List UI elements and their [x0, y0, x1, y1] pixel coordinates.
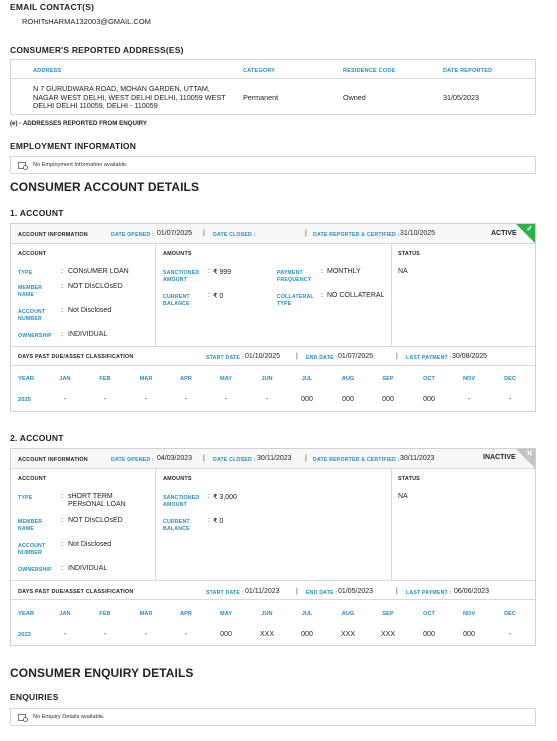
account-details-title: CONSUMER ACCOUNT DETAILS — [10, 180, 200, 194]
separator: | — [203, 455, 205, 462]
sanctioned-colon: : — [208, 268, 210, 275]
status-col-title: STATUS — [398, 251, 420, 257]
dpd-cell: 000 — [423, 631, 435, 638]
start-date-value: 01/11/2023 — [245, 588, 280, 595]
dpd-cell: XXX — [259, 631, 274, 638]
separator: | — [305, 455, 307, 462]
dpd-cell: 000 — [301, 396, 313, 403]
member-colon: : — [61, 283, 63, 290]
address-section-title: CONSUMER'S REPORTED ADDRESS(ES) — [10, 45, 184, 55]
dpd-cell: - — [144, 396, 148, 403]
employment-section-title: EMPLOYMENT INFORMATION — [10, 141, 137, 151]
end-date-value: 01/07/2025 — [338, 353, 374, 360]
member-name-value: NOT DIsCLOsED — [68, 283, 123, 290]
type-colon: : — [61, 268, 63, 275]
last-payment-label: LAST PAYMENT : — [406, 590, 452, 596]
date-opened-label: DATE OPENED : — [111, 232, 154, 238]
dpd-cell: - — [103, 631, 107, 638]
column-divider — [391, 468, 392, 580]
month-header: NOV — [462, 611, 476, 617]
sanctioned-amount-label: SANCTIONED AMOUNT — [163, 495, 200, 508]
amounts-col-title: AMOUNTS — [163, 251, 192, 257]
dpd-cell: - — [103, 396, 107, 403]
account-number-value: Not Disclosed — [68, 307, 112, 314]
dpd-cell: 000 — [342, 396, 354, 403]
month-header: NOV — [462, 376, 476, 382]
ownership-value: INDIVIDUAL — [68, 331, 108, 338]
account-1-card — [10, 223, 536, 412]
account-number-colon: : — [61, 307, 63, 314]
dpd-label: DAYS PAST DUE/ASSET CLASSIFICATION — [18, 354, 134, 360]
close-icon: ✕ — [526, 449, 533, 458]
dpd-cell: - — [467, 396, 471, 403]
ownership-value: INDIVIDUAL — [68, 565, 108, 572]
month-header: JAN — [59, 376, 71, 382]
month-header: DEC — [504, 376, 516, 382]
dpd-cell: XXX — [340, 631, 355, 638]
member-colon: : — [61, 517, 63, 524]
dpd-divider — [11, 599, 535, 600]
column-divider — [155, 243, 156, 346]
dpd-divider — [11, 580, 535, 581]
start-date-value: 01/10/2025 — [245, 353, 281, 360]
document-clock-icon — [18, 714, 28, 722]
separator: | — [396, 353, 398, 360]
month-header: OCT — [423, 376, 435, 382]
type-label: TYPE — [18, 270, 33, 276]
month-header: MAR — [139, 376, 153, 382]
check-icon: ✓ — [526, 224, 533, 233]
dpd-divider — [11, 346, 535, 347]
date-closed-label: DATE CLOSED : — [213, 457, 256, 463]
current-balance-value: ₹ 0 — [213, 293, 224, 300]
payment-frequency-label: PAYMENT FREQUENCY — [277, 270, 312, 283]
account-number-label: ACCOUNT NUMBER — [18, 543, 46, 556]
separator: | — [305, 230, 307, 237]
date-reported-label: DATE REPORTED & CERTIFIED : — [313, 457, 400, 463]
month-header: APR — [180, 376, 192, 382]
month-header: MAR — [139, 611, 153, 617]
month-header: JAN — [59, 611, 71, 617]
date-reported-value: 31/10/2025 — [400, 230, 436, 237]
start-date-label: START DATE : — [206, 355, 244, 361]
month-header: AUG — [341, 376, 355, 382]
account-2-heading: 2. ACCOUNT — [10, 433, 64, 443]
month-header: MAY — [220, 611, 232, 617]
separator: | — [396, 588, 398, 595]
column-divider — [391, 243, 392, 346]
dpd-cell: 000 — [301, 631, 313, 638]
last-payment-value: 06/06/2023 — [454, 588, 490, 595]
month-header: DEC — [504, 611, 516, 617]
inactive-badge: INACTIVE — [483, 454, 516, 461]
amounts-col-title: AMOUNTS — [163, 476, 192, 482]
type-label: TYPE — [18, 495, 33, 501]
residence-code-cell: Owned — [343, 93, 366, 102]
dpd-cell: - — [508, 631, 512, 638]
sanctioned-colon: : — [208, 493, 210, 500]
enquiries-empty-text: No Enquiry Details available. — [33, 714, 105, 720]
balance-colon: : — [208, 292, 210, 299]
collateral-type-value: NO COLLATERAL — [327, 292, 385, 299]
column-divider — [155, 468, 156, 580]
employment-empty-box — [10, 156, 536, 174]
end-date-label: END DATE : — [306, 590, 338, 596]
date-closed-label: DATE CLOSED : — [213, 232, 256, 238]
balance-colon: : — [208, 517, 210, 524]
address-note: (e) - ADDRESSES REPORTED FROM ENQUIRY — [10, 120, 148, 127]
residence-code-col-header: RESIDENCE CODE — [343, 68, 396, 74]
account-col-title: ACCOUNT — [18, 251, 47, 257]
date-opened-value: 04/03/2023 — [157, 455, 193, 462]
end-date-label: END DATE : — [306, 355, 338, 361]
date-reported-col-header: DATE REPORTED — [443, 68, 493, 74]
dpd-cell: 000 — [220, 631, 232, 638]
ownership-colon: : — [61, 331, 63, 338]
dpd-cell: - — [184, 631, 188, 638]
current-balance-label: CURRENT BALANCE — [163, 519, 190, 532]
current-balance-value: ₹ 0 — [213, 518, 224, 525]
year-header: YEAR — [18, 376, 35, 382]
date-reported-label: DATE REPORTED & CERTIFIED : — [313, 232, 400, 238]
current-balance-label: CURRENT BALANCE — [163, 294, 190, 307]
separator: | — [296, 588, 298, 595]
date-reported-cell: 31/05/2023 — [443, 93, 479, 102]
dpd-cell: XXX — [380, 631, 395, 638]
sanctioned-amount-value: ₹ 999 — [213, 269, 232, 276]
account-1-heading: 1. ACCOUNT — [10, 208, 64, 218]
year-header: YEAR — [18, 611, 35, 617]
address-col-header: ADDRESS — [33, 68, 62, 74]
member-name-label: MEMBER NAME — [18, 519, 43, 532]
date-reported-value: 30/11/2023 — [400, 455, 435, 462]
last-payment-value: 30/08/2025 — [452, 353, 488, 360]
dpd-cell: - — [63, 631, 67, 638]
email-value: ROHITsHARMA132003@GMAIL.COM — [22, 17, 151, 26]
date-closed-value: 30/11/2023 — [257, 455, 292, 462]
sanctioned-amount-value: ₹ 3,000 — [213, 494, 237, 501]
month-header: AUG — [341, 611, 355, 617]
type-value: CONsUMER LOAN — [68, 268, 129, 275]
member-name-value: NOT DIsCLOsED — [68, 517, 123, 524]
sanctioned-amount-label: SANCTIONED AMOUNT — [163, 270, 200, 283]
month-header: APR — [180, 611, 192, 617]
address-table — [10, 59, 536, 115]
enquiry-details-title: CONSUMER ENQUIRY DETAILS — [10, 666, 194, 680]
address-header-divider — [11, 78, 535, 79]
payment-frequency-value: MONTHLY — [327, 268, 361, 275]
account-number-value: Not Disclosed — [68, 541, 112, 548]
enquiries-empty-box — [10, 708, 536, 726]
employment-empty-text: No Employment Information available. — [33, 162, 128, 168]
month-header: JUL — [301, 376, 313, 382]
month-header: OCT — [423, 611, 435, 617]
month-header: JUN — [261, 376, 273, 382]
account-2-card — [10, 448, 536, 646]
ownership-colon: : — [61, 565, 63, 572]
collateral-colon: : — [321, 292, 323, 299]
type-value: sHORT TERM PERsONAL LOAN — [68, 493, 126, 508]
account-col-title: ACCOUNT — [18, 476, 47, 482]
year-value: 2025 — [18, 397, 31, 403]
enquiries-title: ENQUIRIES — [10, 692, 59, 702]
collateral-type-label: COLLATERAL TYPE — [277, 294, 314, 307]
month-header: SEP — [382, 376, 394, 382]
status-value: NA — [398, 493, 408, 500]
dpd-cell: 000 — [423, 396, 435, 403]
month-header: MAY — [220, 376, 232, 382]
month-header: JUN — [261, 611, 273, 617]
email-section-title: EMAIL CONTACT(S) — [10, 2, 95, 12]
dpd-cell: - — [224, 396, 228, 403]
dpd-cell: - — [265, 396, 269, 403]
month-header: FEB — [99, 376, 111, 382]
account-number-colon: : — [61, 541, 63, 548]
type-colon: : — [61, 493, 63, 500]
date-opened-value: 01/07/2025 — [157, 230, 193, 237]
month-header: JUL — [301, 611, 313, 617]
status-col-title: STATUS — [398, 476, 420, 482]
dpd-label: DAYS PAST DUE/ASSET CLASSIFICATION — [18, 589, 134, 595]
status-value: NA — [398, 268, 408, 275]
dpd-cell: - — [63, 396, 67, 403]
month-header: FEB — [99, 611, 111, 617]
account-info-label: ACCOUNT INFORMATION — [18, 232, 88, 238]
start-date-label: START DATE : — [206, 590, 244, 596]
month-header: SEP — [382, 611, 394, 617]
account-number-label: ACCOUNT NUMBER — [18, 309, 46, 322]
dpd-divider — [11, 365, 535, 366]
ownership-label: OWNERSHIP — [18, 333, 52, 339]
account-1-info-bar — [11, 224, 535, 244]
document-clock-icon — [18, 162, 28, 170]
account-info-label: ACCOUNT INFORMATION — [18, 457, 88, 463]
end-date-value: 01/05/2023 — [338, 588, 374, 595]
dpd-cell: - — [508, 396, 512, 403]
year-value: 2023 — [18, 632, 31, 638]
dpd-cell: - — [184, 396, 188, 403]
active-badge: ACTIVE — [491, 230, 517, 237]
dpd-cell: 000 — [463, 631, 475, 638]
separator: | — [203, 230, 205, 237]
last-payment-label: LAST PAYMENT : — [406, 355, 452, 361]
member-name-label: MEMBER NAME — [18, 285, 43, 298]
payment-frequency-colon: : — [321, 268, 323, 275]
dpd-cell: - — [144, 631, 148, 638]
separator: | — [296, 353, 298, 360]
dpd-cell: 000 — [382, 396, 394, 403]
ownership-label: OWNERSHIP — [18, 567, 52, 573]
category-col-header: CATEGORY — [243, 68, 276, 74]
date-opened-label: DATE OPENED : — [111, 457, 154, 463]
category-cell: Permanent — [243, 93, 279, 102]
address-cell: N 7 GURUDWARA ROAD, MOHAN GARDEN, UTTAM, NAGAR WEST DELHI, WEST DELHI DELHI, 110059 WEST DELHI DELHI 110059, DELHI - 110059 — [33, 84, 226, 110]
